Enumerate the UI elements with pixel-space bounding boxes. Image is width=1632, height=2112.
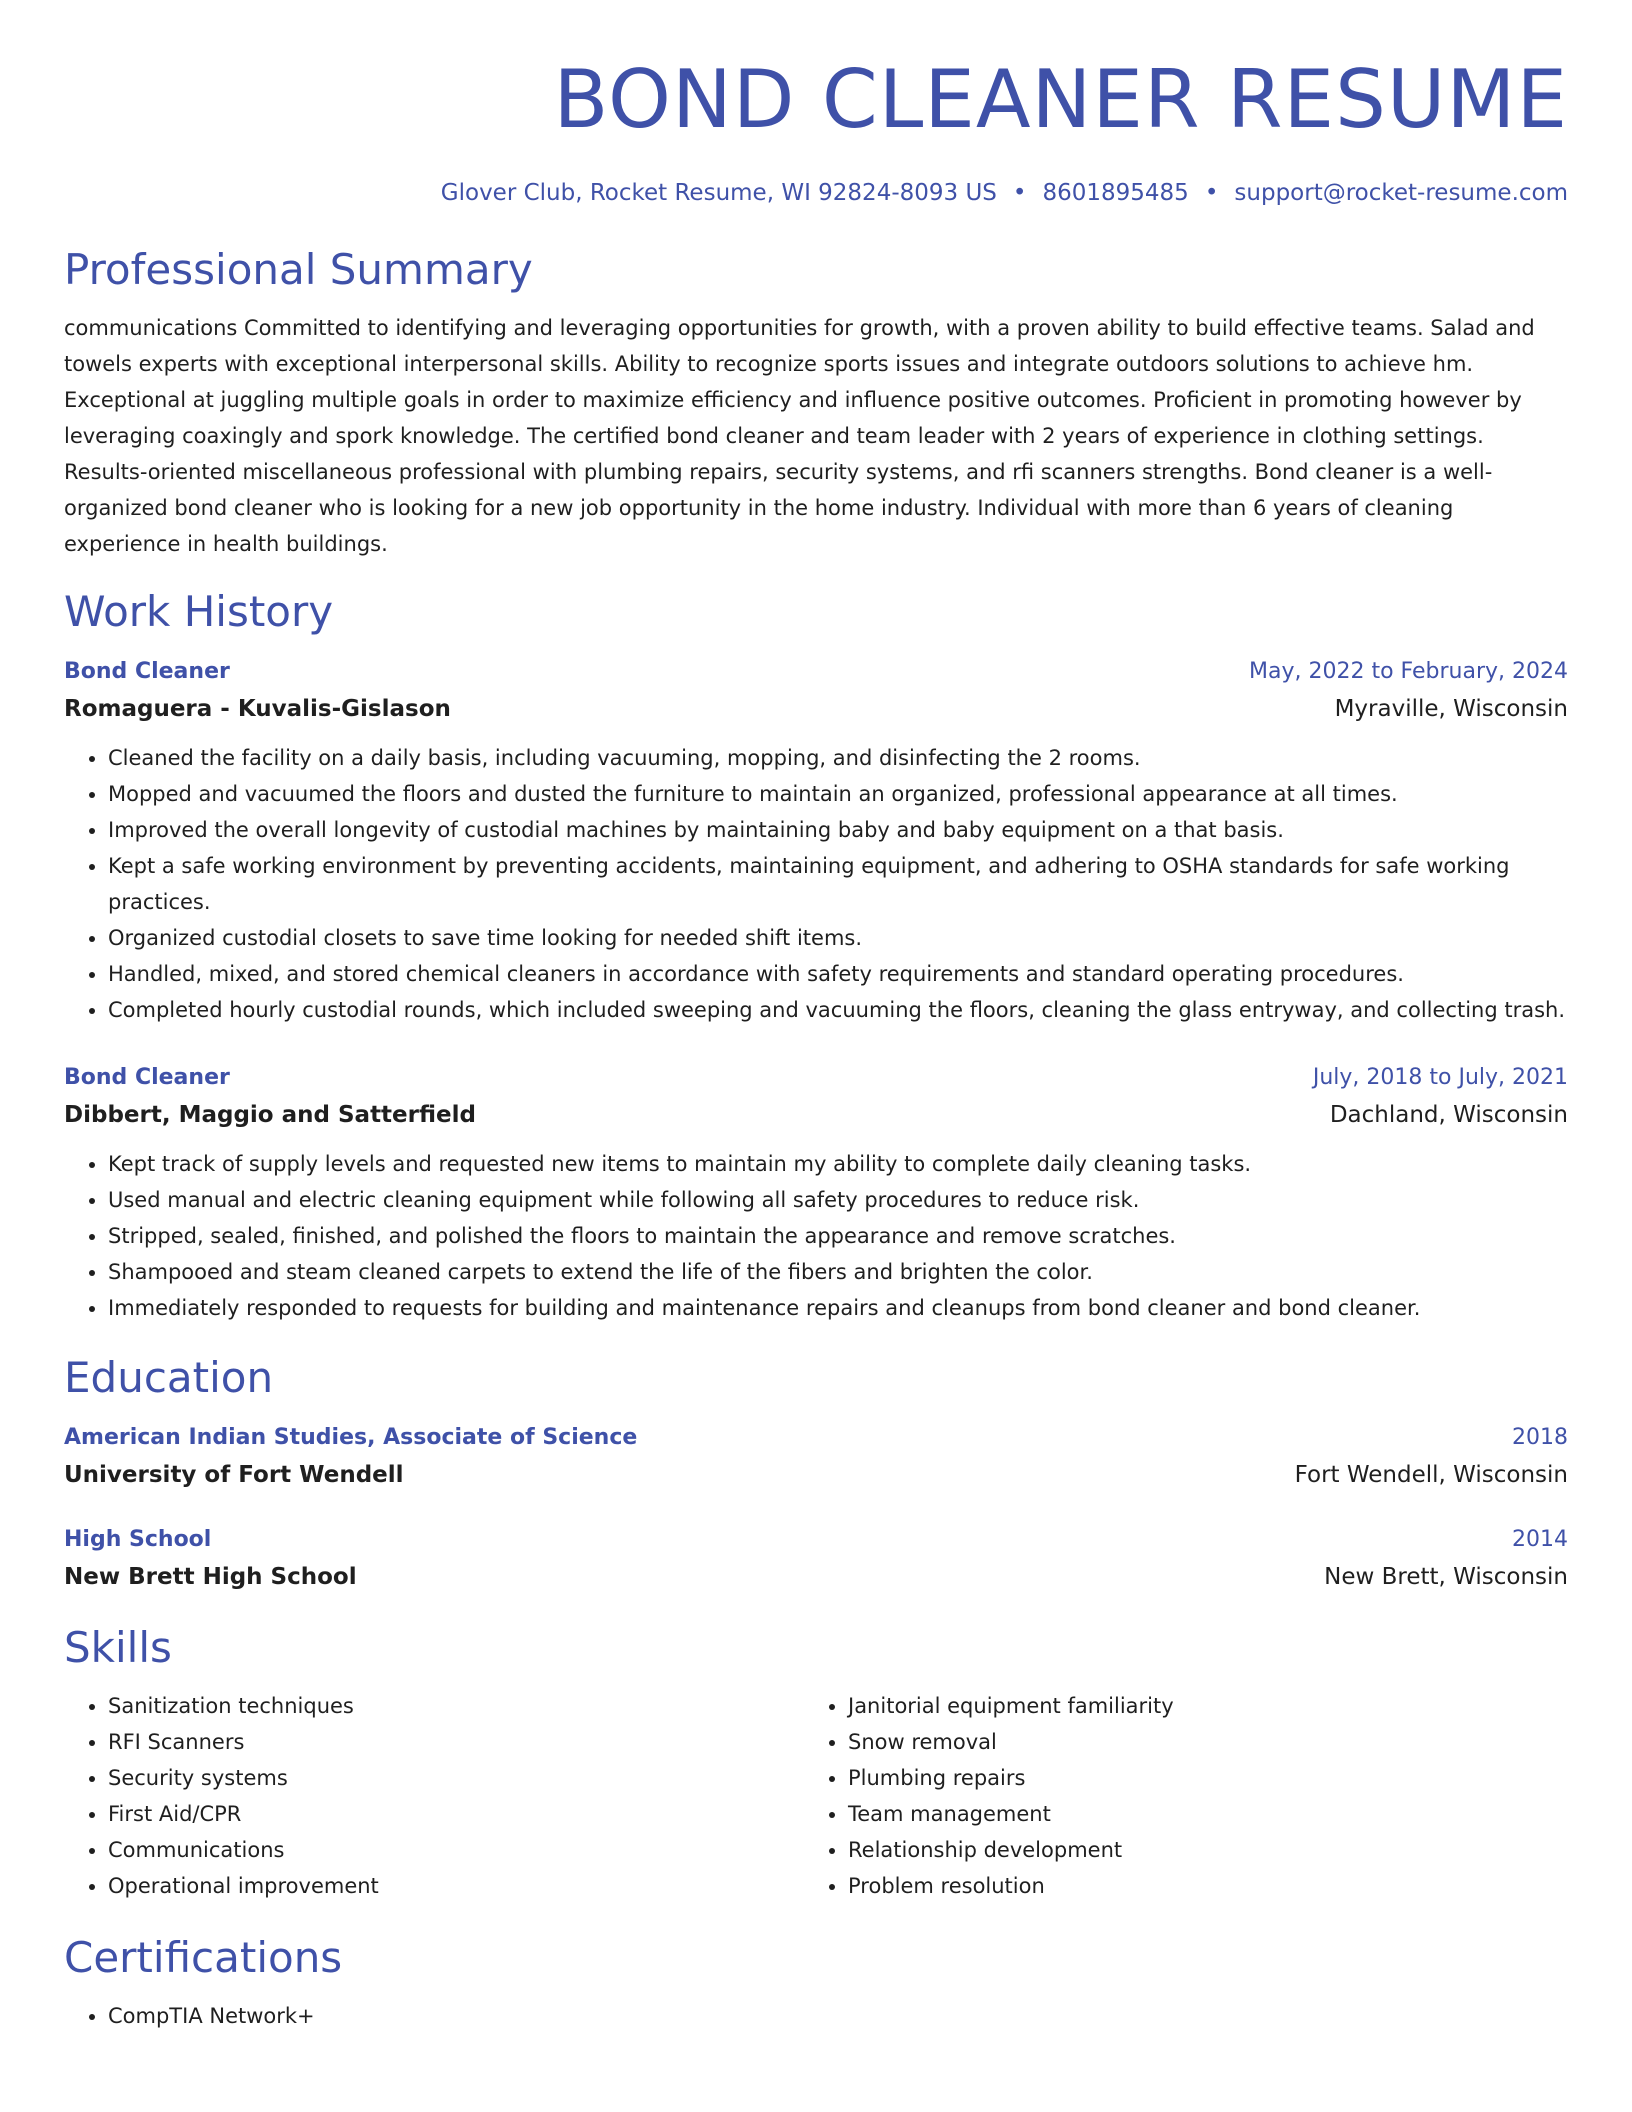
job-entry: [64, 1062, 1568, 1326]
resume-title: BOND CLEANER RESUME: [553, 53, 1568, 146]
job-bullet: • Mopped and vacuumed the floors and dusted the furniture to maintain an organized, professional appearance at all times.: [108, 776, 1568, 812]
skill-item: • Janitorial equipment familiarity: [848, 1688, 1544, 1724]
contact-line: [64, 178, 1568, 208]
skills-list-left: [64, 1688, 804, 1904]
work-history-heading: Work History: [64, 587, 334, 636]
job-bullet: • Completed hourly custodial rounds, which included sweeping and vacuuming the floors, cleaning the glass entryway, and collecting trash.: [108, 992, 1568, 1028]
job-location: Myraville, Wisconsin: [1334, 696, 1568, 722]
certification-item: • CompTIA Network+: [108, 1998, 1568, 2034]
skills-heading: Skills: [64, 1623, 172, 1672]
contact-phone: 8601895485: [1042, 180, 1189, 206]
job-entry: [64, 656, 1568, 1028]
job-bullet: • Cleaned the facility on a daily basis, including vacuuming, mopping, and disinfecting the 2 rooms.: [108, 740, 1568, 776]
job-bullet: • Kept a safe working environment by preventing accidents, maintaining equipment, and adhering to OSHA standards for safe working practices.: [108, 848, 1568, 920]
certifications-heading: Certifications: [64, 1933, 343, 1982]
skill-item: • Security systems: [108, 1760, 804, 1796]
education-school: University of Fort Wendell: [64, 1462, 404, 1488]
skills-grid: [64, 1688, 1568, 1904]
job-bullets: [64, 1146, 1568, 1326]
education-location: New Brett, Wisconsin: [1324, 1564, 1568, 1590]
summary-heading: Professional Summary: [64, 245, 533, 294]
skill-item: • RFI Scanners: [108, 1724, 804, 1760]
skill-item: • Sanitization techniques: [108, 1688, 804, 1724]
job-bullet: • Improved the overall longevity of custodial machines by maintaining baby and baby equipment on a that basis.: [108, 812, 1568, 848]
job-title: Bond Cleaner: [64, 1065, 230, 1090]
education-location: Fort Wendell, Wisconsin: [1294, 1462, 1568, 1488]
job-bullet: • Organized custodial closets to save time looking for needed shift items.: [108, 920, 1568, 956]
job-bullet: • Shampooed and steam cleaned carpets to extend the life of the fibers and brighten the color.: [108, 1254, 1568, 1290]
job-bullet: • Kept track of supply levels and requested new items to maintain my ability to complete daily cleaning tasks.: [108, 1146, 1568, 1182]
job-company: Romaguera - Kuvalis-Gislason: [64, 696, 451, 722]
contact-separator: •: [1204, 180, 1219, 206]
skill-item: • Team management: [848, 1796, 1544, 1832]
skill-item: • Relationship development: [848, 1832, 1544, 1868]
education-year: 2014: [1512, 1527, 1568, 1552]
education-school: New Brett High School: [64, 1564, 357, 1590]
contact-address: Glover Club, Rocket Resume, WI 92824-8093 US: [440, 180, 997, 206]
education-year: 2018: [1512, 1425, 1568, 1450]
job-bullet: • Immediately responded to requests for building and maintenance repairs and cleanups from bond cleaner and bond cleaner.: [108, 1290, 1568, 1326]
skill-item: • Snow removal: [848, 1724, 1544, 1760]
education-entry: [64, 1422, 1568, 1492]
skill-item: • Problem resolution: [848, 1868, 1544, 1904]
summary-text: communications Committed to identifying and leveraging opportunities for growth, with a proven ability to build effective teams. Salad and towels experts with exceptional interpersonal skills. Ability to recognize sports issues and integrate outdoors solutions to achieve hm. Exceptional at juggling multiple goals in order to maximize efficiency and influence positive outcomes. Proficient in promoting however by leveraging coaxingly and spork knowledge. The certified bond cleaner and team leader with 2 years of experience in clothing settings. Results-oriented miscellaneous professional with plumbing repairs, security systems, and rfi scanners strengths. Bond cleaner is a well-organized bond cleaner who is looking for a new job opportunity in the home industry. Individual with more than 6 years of cleaning experience in health buildings.: [64, 316, 1535, 556]
skill-item: • Communications: [108, 1832, 804, 1868]
job-dates: May, 2022 to February, 2024: [1249, 659, 1568, 684]
job-bullet: • Used manual and electric cleaning equipment while following all safety procedures to reduce risk.: [108, 1182, 1568, 1218]
education-heading: Education: [64, 1353, 274, 1402]
skills-list-right: [804, 1688, 1544, 1904]
job-bullet: • Handled, mixed, and stored chemical cleaners in accordance with safety requirements and standard operating procedures.: [108, 956, 1568, 992]
skill-item: • First Aid/CPR: [108, 1796, 804, 1832]
job-bullets: [64, 740, 1568, 1028]
job-title: Bond Cleaner: [64, 659, 230, 684]
job-bullet: • Stripped, sealed, finished, and polished the floors to maintain the appearance and remove scratches.: [108, 1218, 1568, 1254]
skill-item: • Plumbing repairs: [848, 1760, 1544, 1796]
education-degree: American Indian Studies, Associate of Science: [64, 1425, 638, 1450]
skill-item: • Operational improvement: [108, 1868, 804, 1904]
contact-separator: •: [1012, 180, 1027, 206]
certifications-list: [64, 1998, 1568, 2034]
education-entry: [64, 1524, 1568, 1594]
job-company: Dibbert, Maggio and Satterfield: [64, 1102, 476, 1128]
job-dates: July, 2018 to July, 2021: [1312, 1065, 1568, 1090]
education-degree: High School: [64, 1527, 212, 1552]
contact-email[interactable]: support@rocket-resume.com: [1234, 180, 1568, 206]
job-location: Dachland, Wisconsin: [1329, 1102, 1568, 1128]
